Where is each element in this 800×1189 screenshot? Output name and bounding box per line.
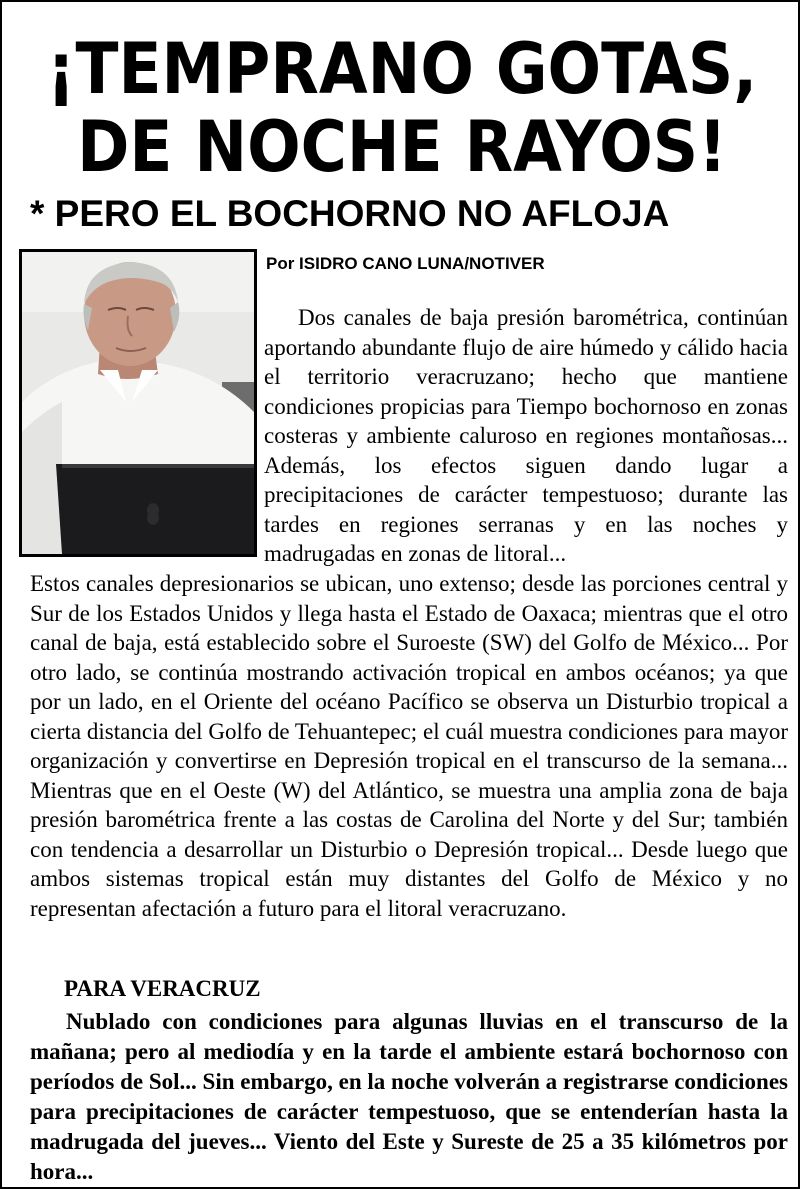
forecast-text: Nublado con condiciones para algunas lluvias en el transcurso de la mañana; pero al mediodía y en la tarde el ambiente estará bochornoso con períodos de Sol... Sin embargo, en la noche volverán a registrarse condiciones para precipitaciones de carácter tempestuoso, que se entenderían hasta la madrugada del jueves... Viento del Este y Sureste de 25 a 35 kilómetros por hora... — [30, 1009, 788, 1184]
author-photo — [19, 249, 257, 557]
section-title: PARA VERACRUZ — [64, 976, 261, 1001]
forecast-paragraph — [30, 1007, 788, 1187]
headline-line-2: DE NOCHE RAYOS! — [77, 106, 727, 188]
headline-line-1: ¡TEMPRANO GOTAS, — [46, 28, 758, 110]
article-text-full: Estos canales depresionarios se ubican, uno extenso; desde las porciones central y Sur de los Estados Unidos y llega hasta el Estado de Oaxaca; mientras que el otro canal de baja, está establecido sobre el Suroeste (SW) del Golfo de México... Por otro lado, se continúa mostrando activación tropical en ambos océanos; ya que por un lado, en el Oriente del océano Pacífico se observa un Disturbio tropical a cierta distancia del Golfo de Tehuantepec; el cuál muestra condiciones para mayor organización y convertirse en Depresión tropical en el transcurso de la semana... Mientras que en el Oeste (W) del Atlántico, se muestra una amplia zona de baja presión barométrica frente a las costas de Carolina del Norte y del Sur; también con tendencia a desarrollar un Disturbio o Depresión tropical... Desde luego que ambos sistemas tropical están muy distantes del Golfo de México y no representan afectación a futuro para el litoral veracruzano. — [30, 571, 788, 921]
byline: Por ISIDRO CANO LUNA/NOTIVER — [266, 254, 545, 273]
subheadline: * PERO EL BOCHORNO NO AFLOJA — [30, 193, 670, 234]
headline — [42, 30, 762, 186]
article-paragraph-full — [30, 569, 788, 923]
article-text-wrapped: Dos canales de baja presión barométrica, continúan aportando abundante flujo de aire húmedo y cálido hacia el territorio veracruzano; hecho que mantiene condiciones propicias para Tiempo bochornoso en zonas costeras y ambiente caluroso en regiones montañosas... Además, los efectos siguen dando lugar a precipitaciones de carácter tempestuoso; durante las tardes en regiones serranas y en las noches y madrugadas en zonas de litoral... — [264, 305, 788, 566]
article-paragraph-wrapped — [264, 303, 788, 569]
